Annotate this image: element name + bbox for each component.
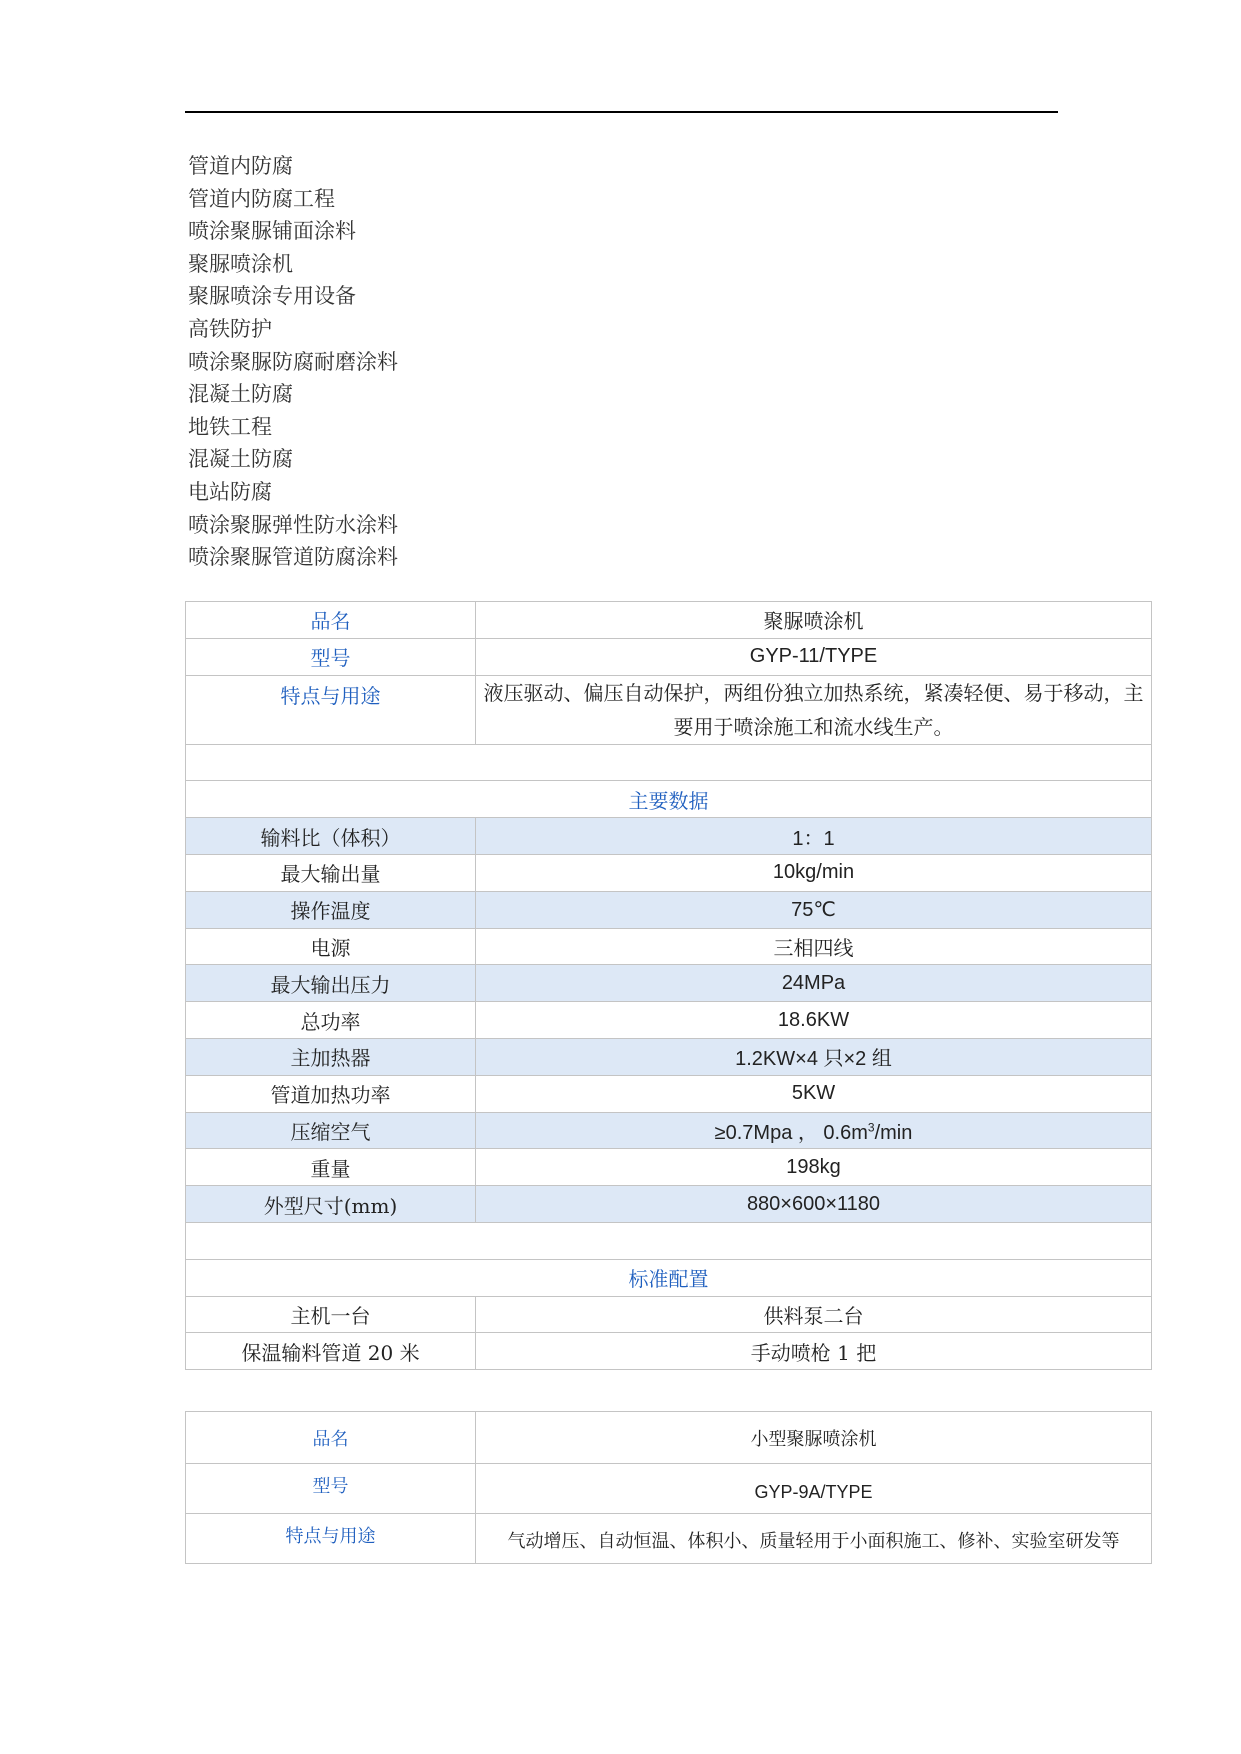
keyword-list	[188, 150, 398, 574]
table-row	[186, 1464, 1152, 1514]
spec-value: 10kg/min	[476, 855, 1152, 892]
keyword-item: 管道内防腐工程	[188, 186, 335, 211]
spec-row	[186, 1002, 1152, 1039]
feature-value: 液压驱动、偏压自动保护，两组份独立加热系统，紧凑轻便、易于移动，主要用于喷涂施工和流水线生产。	[476, 676, 1152, 745]
table-row	[186, 676, 1152, 745]
standard-item: 手动喷枪 1 把	[476, 1333, 1152, 1370]
spec-value: 24MPa	[476, 965, 1152, 1002]
spec-row	[186, 818, 1152, 855]
spec-value: 三相四线	[476, 929, 1152, 966]
spec-label: 压缩空气	[186, 1113, 476, 1150]
keyword-item: 喷涂聚脲铺面涂料	[188, 219, 356, 244]
spec-row	[186, 1076, 1152, 1113]
spec-row	[186, 855, 1152, 892]
standard-item: 主机一台	[186, 1297, 476, 1334]
spec-row	[186, 1113, 1152, 1150]
standard-item: 供料泵二台	[476, 1297, 1152, 1334]
table-row-empty	[186, 745, 1152, 782]
spec-row	[186, 929, 1152, 966]
spec-value-post: /min	[874, 1121, 913, 1144]
spec-label: 管道加热功率	[186, 1076, 476, 1113]
empty-cell	[186, 745, 1152, 782]
spec-value: 880×600×1180	[476, 1186, 1152, 1223]
spec-value: 1.2KW×4 只×2 组	[476, 1039, 1152, 1076]
empty-cell	[186, 1223, 1152, 1260]
table-row	[186, 781, 1152, 818]
table-row	[186, 602, 1152, 639]
spec-value: 75℃	[476, 892, 1152, 929]
keyword-item: 喷涂聚脲弹性防水涂料	[188, 512, 398, 537]
top-rule	[185, 111, 1058, 113]
name-label: 品名	[186, 1412, 476, 1464]
model-label: 型号	[186, 1464, 476, 1514]
table-row-empty	[186, 1223, 1152, 1260]
name-value: 小型聚脲喷涂机	[476, 1412, 1152, 1464]
spec-row	[186, 1039, 1152, 1076]
model-value: GYP-11/TYPE	[476, 639, 1152, 676]
keyword-item: 管道内防腐	[188, 154, 293, 178]
standard-row	[186, 1333, 1152, 1370]
main-data-heading: 主要数据	[186, 781, 1152, 818]
spec-value-sup: 3	[867, 1120, 875, 1135]
keyword-item: 聚脲喷涂机	[188, 251, 293, 276]
table-row	[186, 1260, 1152, 1297]
feature-value: 气动增压、自动恒温、体积小、质量轻用于小面积施工、修补、实验室研发等	[476, 1514, 1152, 1564]
spec-value: 1：1	[476, 818, 1152, 855]
keyword-item: 电站防腐	[188, 479, 272, 504]
spec-row	[186, 965, 1152, 1002]
feature-label: 特点与用途	[186, 676, 476, 745]
table-row	[186, 1514, 1152, 1564]
spec-label: 最大输出量	[186, 855, 476, 892]
standard-config-heading: 标准配置	[186, 1260, 1152, 1297]
model-label: 型号	[186, 639, 476, 676]
table-row	[186, 639, 1152, 676]
keyword-item: 喷涂聚脲管道防腐涂料	[188, 545, 398, 570]
spec-value: 198kg	[476, 1149, 1152, 1186]
keyword-item: 喷涂聚脲防腐耐磨涂料	[188, 349, 398, 374]
product-spec-table	[185, 601, 1152, 1370]
keyword-item: 地铁工程	[188, 414, 272, 439]
table-row	[186, 1412, 1152, 1464]
spec-label: 电源	[186, 929, 476, 966]
product-spec-table-2	[185, 1411, 1152, 1564]
keyword-item: 聚脲喷涂专用设备	[188, 284, 356, 309]
keyword-item: 混凝土防腐	[188, 382, 293, 407]
keyword-item: 高铁防护	[188, 316, 272, 341]
model-value: GYP-9A/TYPE	[476, 1464, 1152, 1514]
spec-label: 总功率	[186, 1002, 476, 1039]
name-label: 品名	[186, 602, 476, 639]
spec-label: 重量	[186, 1149, 476, 1186]
spec-value-pre: ≥0.7Mpa ， 0.6m	[714, 1121, 868, 1144]
spec-label: 输料比（体积）	[186, 818, 476, 855]
keyword-item: 混凝土防腐	[188, 447, 293, 472]
name-value: 聚脲喷涂机	[476, 602, 1152, 639]
spec-label: 外型尺寸(mm)	[186, 1186, 476, 1223]
spec-label: 最大输出压力	[186, 965, 476, 1002]
spec-row	[186, 1186, 1152, 1223]
spec-label: 操作温度	[186, 892, 476, 929]
spec-value: 5KW	[476, 1076, 1152, 1113]
standard-row	[186, 1297, 1152, 1334]
spec-label: 主加热器	[186, 1039, 476, 1076]
spec-value	[476, 1113, 1152, 1150]
standard-item: 保温输料管道 20 米	[186, 1333, 476, 1370]
spec-value: 18.6KW	[476, 1002, 1152, 1039]
spec-row	[186, 892, 1152, 929]
feature-label: 特点与用途	[186, 1514, 476, 1564]
spec-row	[186, 1149, 1152, 1186]
